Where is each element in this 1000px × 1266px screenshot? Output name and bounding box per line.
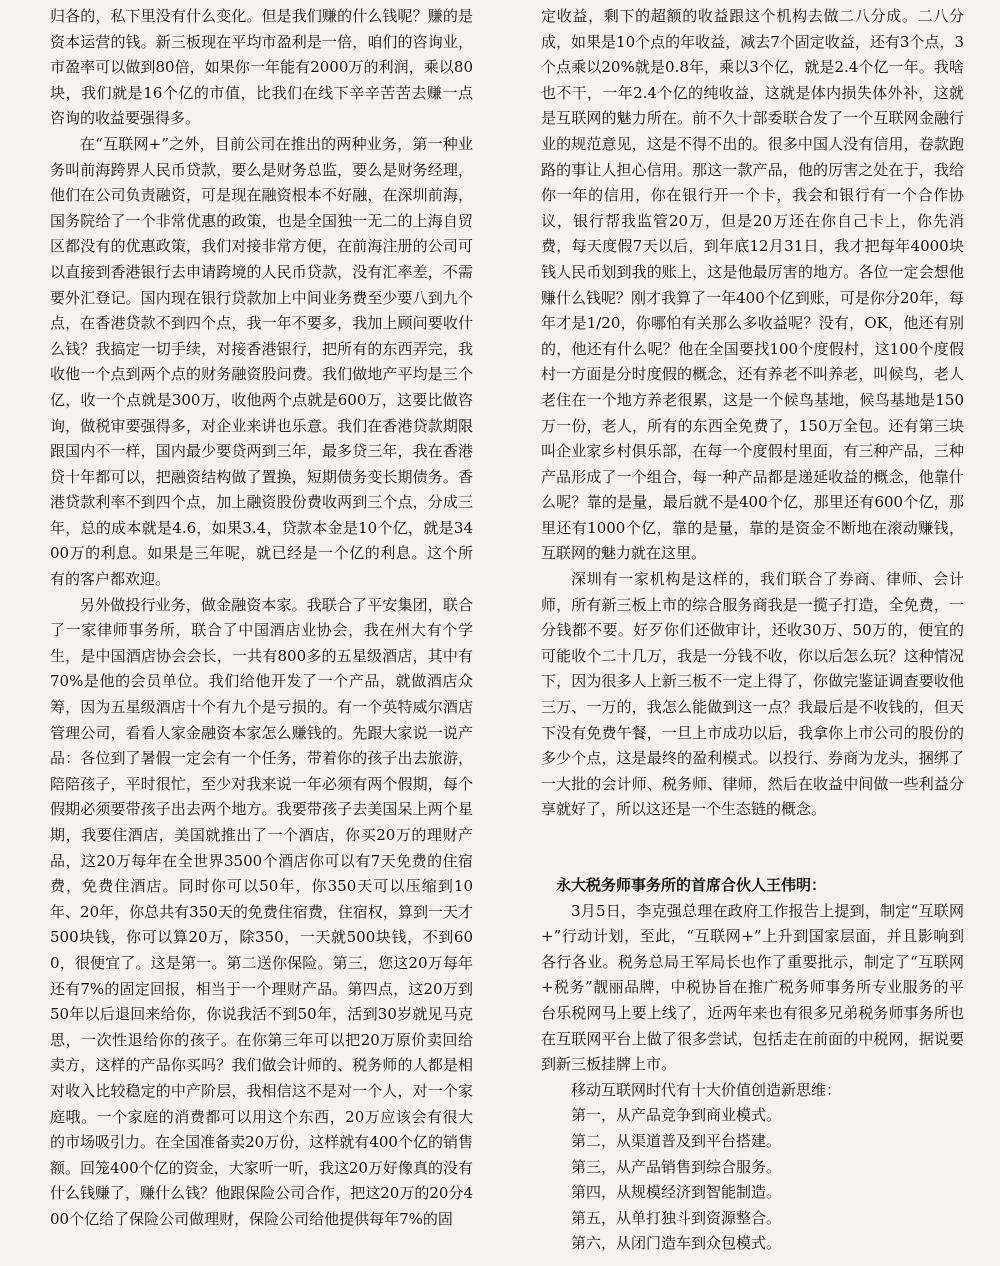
- section-gap: [541, 823, 964, 848]
- paragraph: 另外做投行业务，做金融资本家。我联合了平安集团，联合了一家律师事务所，联合了中国酒店业协会，我在州大有个学生，是中国酒店协会会长，一共有800多的五星级酒店，其中有70%是他的会员单位。我们给他开发了一个产品，就做酒店众筹，因为五星级酒店十个有九个是亏损的。有一个英特威尔酒店管理公司，看看人家金融资本家怎么赚钱的。先跟大家说一说产品：各位到了暑假一定会有一个任务，带着你的孩子出去旅游，陪陪孩子，平时很忙，至少对我来说一年必须有两个假期，每个假期必须要带孩子出去两个地方。我要带孩子去美国呆上两个星期，我要住酒店，美国就推出了一个酒店，你买20万的理财产品，这20万每年在全世界3500个酒店你可以有7天免费的住宿费，免费住酒店。同时你可以50年，你350天可以压缩到10年、20年，你总共有350天的免费住宿费，住宿权，算到一天才500块钱，你可以算20万，除350，一天就500块钱，不到600，很便宜了。这是第一。第二送你保险。第三，您这20万每年还有7%的固定回报，相当于一个理财产品。第四点，这20万到50年以后退回来给你，你说我活不到50年，活到30岁就见马克思，一次性退给你的孩子。在你第三年可以把20万原价卖回给卖方，这样的产品你买吗？我们做会计师的、税务师的人都是相对收入比较稳定的中产阶层，我相信这不是对一个人，对一个家庭哦。一个家庭的消费都可以用这个东西，20万应该会有很大的市场吸引力。在全国准备卖20万份，这样就有400个亿的销售额。回笼400个亿的资金，大家听一听，我这20万好像真的没有什么钱赚了，赚什么钱？他跟保险公司合作，把这20万的20分400个亿给了保险公司做理财，保险公司给他提供每年7%的固: [50, 595, 473, 1228]
- paragraph: 在“互联网+”之外，目前公司在推出的两种业务，第一种业务叫前海跨界人民币贷款，要么是财务总监，要么是财务经理，他们在公司负责融资，可是现在融资根本不好融，在深圳前海，国务院给了一个非常优惠的政策，也是全国独一无二的上海自贸区都没有的优惠政策，我们对接非常方便，在前海注册的公司可以直接到香港银行去申请跨境的人民币贷款，没有汇率差，不需要外汇登记。国内现在银行贷款加上中间业务费至少要八到九个点，在香港贷款不到四个点，我一年不要多，我加上顾问要收什么钱？我搞定一切手续，对接香港银行，把所有的东西弄完，我收他一个点到两个点的财务融资股问费。我们做地产平均是三个亿，收一个点就是300万，收他两个点就是600万，这要比做咨询，做税审要强得多，对企业来讲也乐意。我们在香港贷款期限跟国内不一样，国内最少要贷两到三年，最多贷三年，我在香港贷十年都可以，把融资结构做了置换，短期债务变长期债务。香港贷款利率不到四个点，加上融资股份费收两到三个点，分成三年，总的成本就是4.6，如果3.4，贷款本金是10个亿，就是3400万的利息。如果是三年呢，就已经是一个亿的利息。这个所有的客户都欢迎。: [50, 134, 473, 589]
- paragraph: 定收益，剩下的超额的收益跟这个机构去做二八分成。二八分成，如果是10个点的年收益，减去7个固定收益，还有3个点，3个点乘以20%就是0.8年，乘以3个亿，就是2.4个亿一年。我啥也不干，一年2.4个亿的纯收益，这就是体内损失体外补，这就是互联网的魅力所在。前不久十部委联合发了一个互联网金融行业的规范意见，这是不得不出的。很多中国人没有信用，卷款跑路的事让人担心信用。那这一款产品，他的厉害之处在于，我给你一年的信用，你在银行开一个卡，我会和银行有一个合作协议，银行帮我监管20万，但是20万还在你自己卡上，你先消费，每天度假7天以后，到年底12月31日，我才把每年4000块钱人民币划到我的账上，这是他最厉害的地方。各位一定会想他赚什么钱呢？刚才我算了一年400个亿到账，可是你分20年，每年才是1/20，你哪怕有关那么多收益呢？没有，OK，他还有别的，他还有什么呢？他在全国要找100个度假村，这100个度假村一方面是分时度假的概念，还有养老不叫养老，叫候鸟，老人老住在一个地方养老很累，这是一个候鸟基地，候鸟基地是150万一份，老人，所有的东西全免费了，150万全包。还有第三块叫企业家乡村俱乐部，在每一个度假村里面，有三种产品，三种产品形成了一个组合，每一种产品都是递延收益的概念，他靠什么呢？靠的是量，最后就不是400个亿，那里还有600个亿，那里还有1000个亿，靠的是量，靠的是资金不断地在滚动赚钱，互联网的魅力就在这里。: [541, 7, 964, 563]
- list-item: 第一，从产品竞争到商业模式。: [571, 1106, 782, 1125]
- list-item: 第二，从渠道普及到平台搭建。: [571, 1131, 782, 1150]
- left-column: [50, 4, 473, 1266]
- list-item: 第四，从规模经济到智能制造。: [571, 1183, 782, 1202]
- paragraph: 深圳有一家机构是这样的，我们联合了券商、律师、会计师，所有新三板上市的综合服务商我是一揽子打造，全免费，一分钱都不要。好歹你们还做审计，还收30万、50万的，便宜的可能收个二十几万，我是一分钱不收，你以后怎么玩？这种情况下，因为很多人上新三板不一定上得了，你做完鉴证调查要收他三万、一万的，我怎么能做到这一点？我最后是不收钱的，但天下没有免费午餐，一旦上市成功以后，我拿你上市公司的股份的多少个点，这是最终的盈利模式。以投行、券商为龙头，捆绑了一大批的会计师、税务师、律师，然后在收益中间做一些利益分享就好了，所以这还是一个生态链的概念。: [541, 570, 964, 819]
- list-item: 第三，从产品销售到综合服务。: [571, 1157, 782, 1176]
- paragraph: 3月5日，李克强总理在政府工作报告上提到，制定“互联网+”行动计划，至此，“互联网+”上升到国家层面，并且影响到各行各业。税务总局王军局长也作了重要批示，制定了“互联网+税务”靓丽品牌，中税协旨在推广税务师事务所专业服务的平台乐税网马上要上线了，近两年来也有很多兄弟税务师事务所也在互联网平台上做了很多尝试，包括走在前面的中税网，据说要到新三板挂牌上市。: [541, 901, 964, 1074]
- right-column: [541, 4, 964, 1266]
- section-heading: 永大税务师事务所的首席合伙人王伟明：: [556, 876, 827, 894]
- paragraph: 归各的，私下里没有什么变化。但是我们赚的什么钱呢？赚的是资本运营的钱。新三板现在平均市盈利是一倍，咱们的咨询业，市盈率可以做到80倍，如果你一年能有2000万的利润，乘以80块，我们就是16个亿的市值，比我们在线下辛辛苦苦去赚一点咨询的收益要强得多。: [50, 7, 473, 128]
- list-item: 第五，从单打独斗到资源整合。: [571, 1208, 782, 1227]
- section-gap: [541, 848, 964, 873]
- list-item: 第六，从闭门造车到众包模式。: [571, 1234, 782, 1253]
- paragraph: 移动互联网时代有十大价值创造新思维：: [571, 1080, 842, 1099]
